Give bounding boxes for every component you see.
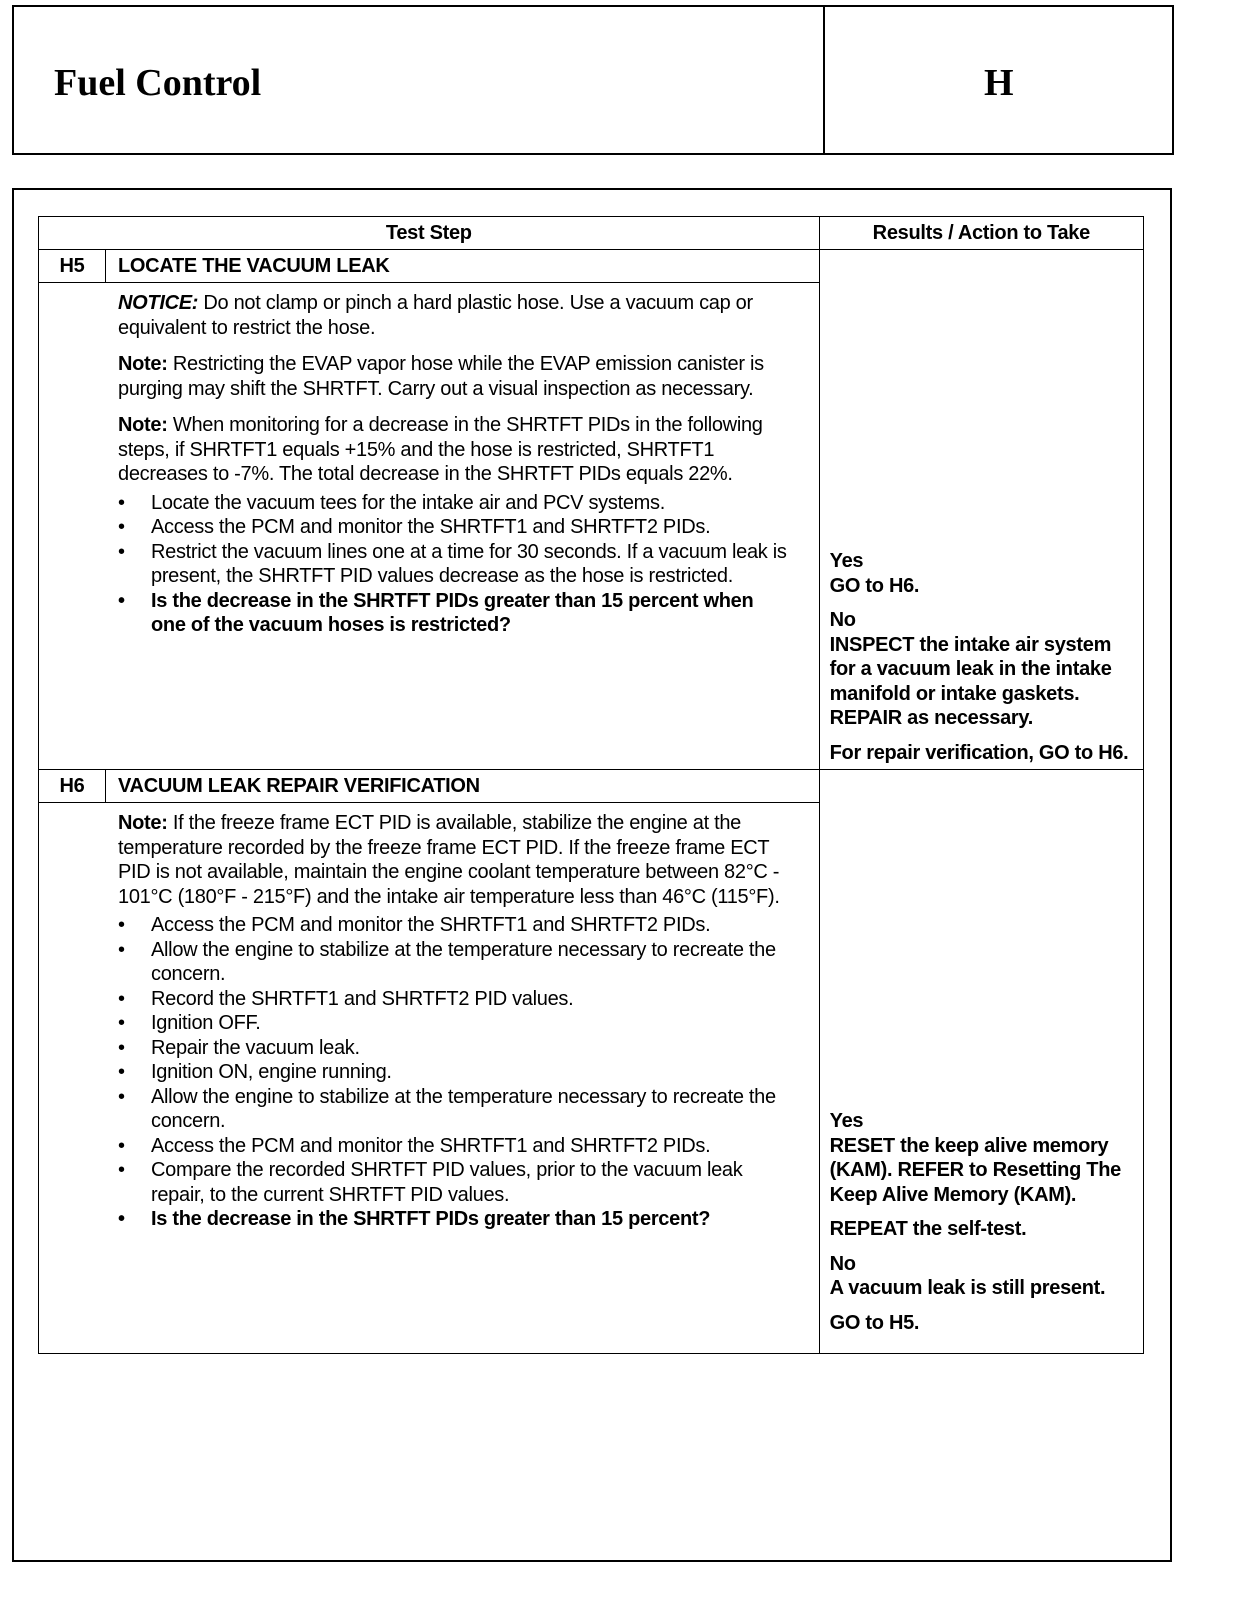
header-divider [823, 7, 825, 153]
goto-text: GO to [829, 1311, 889, 1334]
list-item: • Ignition ON, engine running. [118, 1060, 789, 1085]
verify-text: For repair verification, GO to [829, 741, 1099, 764]
list-item: • Record the SHRTFT1 and SHRTFT2 PID values. [118, 987, 789, 1012]
list-item: • Access the PCM and monitor the SHRTFT1 and SHRTFT2 PIDs. [118, 1134, 789, 1159]
note-text: If the freeze frame ECT PID is available, stabilize the engine at the temperature recorded by the freeze frame ECT PID. If the freeze frame ECT PID is not available, maintain the engine coolant temperature between 82°C - 101°C (180°F - 215°F) and the intake air temperature less than 46°C (115°F). [118, 812, 780, 908]
notice-text: Do not clamp or pinch a hard plastic hose. Use a vacuum cap or equivalent to restrict the hose. [118, 292, 753, 339]
question-item: • Is the decrease in the SHRTFT PIDs greater than 15 percent when one of the vacuum hoses is restricted? [118, 589, 789, 638]
list-item: • Compare the recorded SHRTFT PID values, prior to the vacuum leak repair, to the current SHRTFT PID values. [118, 1158, 789, 1207]
step-id: H5 [39, 250, 106, 283]
page-title: Fuel Control [54, 62, 262, 104]
step-list [118, 913, 789, 1232]
results-h5: Yes GO to H6. No INSPECT the intake air system for a vacuum leak in the intake manifold or intake gaskets. REPAIR as necessary. For repair verification, GO to H6. [819, 250, 1143, 770]
step-id: H6 [39, 770, 106, 803]
no-text: A vacuum leak is still present. [829, 1277, 1106, 1299]
repeat-text: REPEAT the self-test. [829, 1218, 1027, 1240]
no-label: No [829, 1252, 856, 1275]
note-text: When monitoring for a decrease in the SHRTFT PIDs in the following steps, if SHRTFT1 equals +15% and the hose is restricted, SHRTFT1 decreases to -7%. The total decrease in the SHRTFT PIDs equals 22%. [118, 414, 763, 485]
section-letter: H [984, 62, 1014, 104]
step-title: VACUUM LEAK REPAIR VERIFICATION [106, 770, 820, 803]
step-list [118, 491, 789, 638]
list-item: • Access the PCM and monitor the SHRTFT1 and SHRTFT2 PIDs. [118, 913, 789, 938]
list-item: • Allow the engine to stabilize at the temperature necessary to recreate the concern. [118, 1085, 789, 1134]
yes-label: Yes [829, 550, 864, 572]
list-item: • Locate the vacuum tees for the intake air and PCV systems. [118, 491, 789, 516]
diagnostic-table [38, 216, 1144, 1354]
yes-text: RESET the keep alive memory (KAM). REFER to Resetting The Keep Alive Memory (KAM). [829, 1134, 1121, 1206]
question-item: • Is the decrease in the SHRTFT PIDs greater than 15 percent? [118, 1207, 789, 1232]
yes-label: Yes [829, 1110, 864, 1132]
step-body-h6 [39, 803, 820, 1354]
no-label: No [829, 609, 856, 631]
col-header-test-step: Test Step [39, 217, 820, 250]
note-label: Note: [118, 812, 168, 834]
list-item: • Allow the engine to stabilize at the temperature necessary to recreate the concern. [118, 938, 789, 987]
no-text: INSPECT the intake air system for a vacuum leak in the intake manifold or intake gaskets. REPAIR as necessary. [829, 633, 1112, 729]
list-item: • Repair the vacuum leak. [118, 1036, 789, 1061]
step-body-h5 [39, 283, 820, 770]
note-text: Restricting the EVAP vapor hose while the EVAP emission canister is purging may shift the SHRTFT. Carry out a visual inspection as necessary. [118, 353, 764, 400]
yes-text: GO to [829, 574, 889, 597]
list-item: • Ignition OFF. [118, 1011, 789, 1036]
col-header-results: Results / Action to Take [819, 217, 1143, 250]
goto-link[interactable]: H6 [888, 574, 914, 597]
list-item: • Restrict the vacuum lines one at a time for 30 seconds. If a vacuum leak is present, the SHRTFT PID values decrease as the hose is restricted. [118, 540, 789, 589]
note-label: Note: [118, 414, 168, 436]
step-title: LOCATE THE VACUUM LEAK [106, 250, 820, 283]
list-item: • Access the PCM and monitor the SHRTFT1 and SHRTFT2 PIDs. [118, 515, 789, 540]
results-h6: Yes RESET the keep alive memory (KAM). REFER to Resetting The Keep Alive Memory (KAM). REPEAT the self-test. No A vacuum leak is still present. GO to H5. [819, 770, 1143, 1354]
note-label: Note: [118, 353, 168, 375]
goto-link[interactable]: H5 [888, 1311, 914, 1334]
page-header [12, 5, 1174, 155]
notice-label: NOTICE: [118, 292, 199, 314]
goto-link[interactable]: H6 [1098, 741, 1124, 764]
